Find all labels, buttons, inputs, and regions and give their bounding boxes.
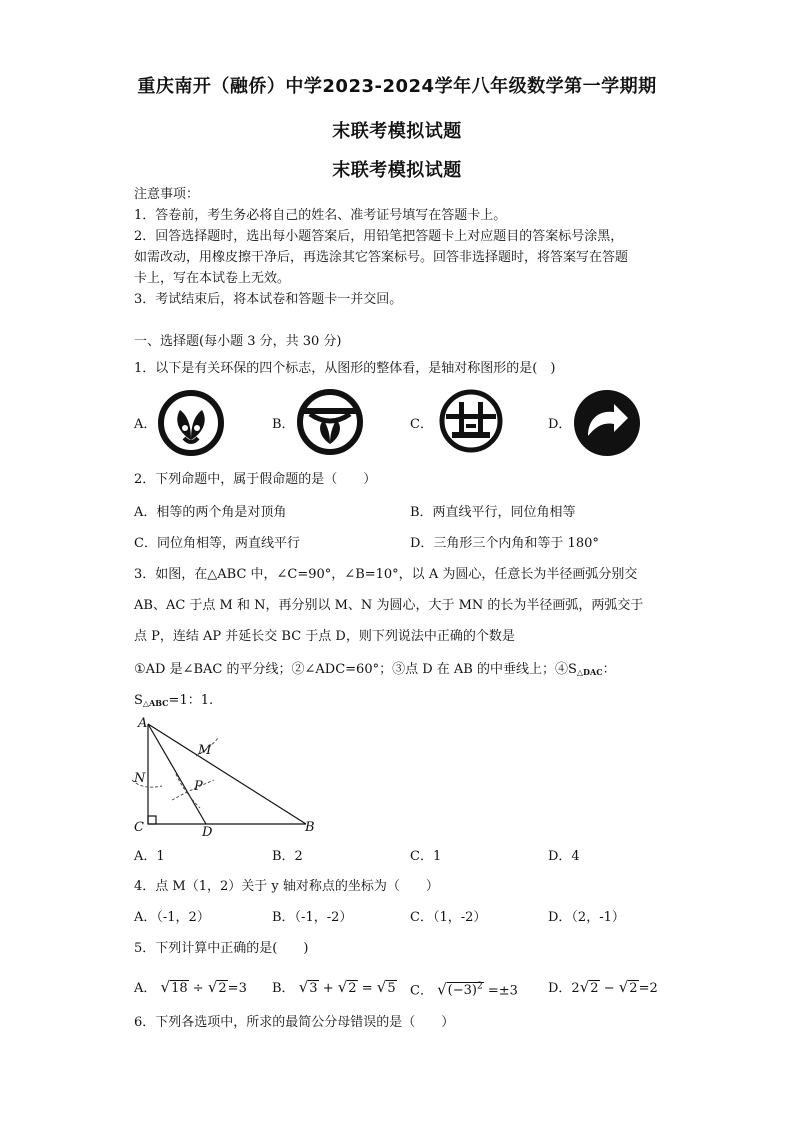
q2-option-c: C．同位角相等，两直线平行 — [134, 536, 300, 551]
q2-option-b: B．两直线平行，同位角相等 — [410, 505, 576, 520]
sqrt-icon: √ — [160, 978, 171, 996]
side-ab — [148, 724, 306, 824]
q5-d-label: D．2 — [548, 981, 580, 996]
q3-sub-dac: △DAC — [576, 667, 603, 677]
recycle-leaf-logo-icon — [158, 390, 224, 456]
q4-option-b: B．（-1，-2） — [272, 910, 353, 925]
recycle-arrow-logo-icon — [572, 388, 642, 458]
q5-b-radicand-3: 5 — [387, 981, 396, 996]
q5-b-radicand-2: 2 — [348, 981, 357, 996]
q4-option-a: A．（-1，2） — [134, 910, 210, 925]
q3-line-2: AB、AC 于点 M 和 N，再分别以 M、N 为圆心，大于 MN 的长为半径画弧，两弧交于 — [134, 598, 644, 613]
q5-a-result: =3 — [227, 981, 247, 996]
bisector-ad — [148, 724, 206, 824]
q5-a-radicand-2: 2 — [218, 981, 227, 996]
q3-s-symbol: S — [134, 693, 143, 708]
sqrt-icon: √ — [376, 978, 387, 996]
sqrt-icon: √ — [579, 978, 590, 996]
q1-option-b-label: B． — [272, 417, 295, 432]
q3-statements: ①AD 是∠BAC 的平分线；②∠ADC=60°；③点 D 在 AB 的中垂线上；④S — [134, 662, 577, 677]
q3-colon: ： — [602, 662, 616, 677]
q5-stem: 5．下列计算中正确的是( ) — [134, 941, 309, 956]
environment-mark-logo-icon — [438, 388, 504, 454]
q5-d-op: − — [603, 981, 615, 996]
notice-item-2c: 卡上，写在本试卷上无效。 — [134, 271, 291, 286]
sqrt-icon: √ — [437, 980, 447, 999]
q2-stem: 2．下列命题中，属于假命题的是（ ） — [134, 472, 377, 487]
page-title-line1: 重庆南开（融侨）中学2023-2024学年八年级数学第一学期期 — [137, 76, 657, 97]
q3-option-a: A．1 — [134, 849, 165, 864]
notice-item-1: 1．答卷前，考生务必将自己的姓名、准考证号填写在答题卡上。 — [134, 208, 507, 223]
q6-stem: 6．下列各选项中，所求的最简公分母错误的是（ ） — [134, 1015, 455, 1030]
q5-d-radicand-2: 2 — [629, 981, 638, 996]
label-a: A — [138, 716, 148, 731]
label-d: D — [202, 825, 213, 840]
q4-stem: 4．点 M（1，2）关于 y 轴对称点的坐标为（ ） — [134, 879, 439, 894]
q3-option-b: B．2 — [272, 849, 303, 864]
q4-option-c: C．（1，-2） — [410, 910, 487, 925]
q5-d-radicand-1: 2 — [590, 981, 599, 996]
label-m: M — [198, 743, 212, 758]
label-b: B — [305, 820, 315, 835]
q5-c-inner: (−3) — [447, 983, 477, 999]
q3-ratio: =1：1. — [168, 693, 214, 708]
q5-c-result: =±3 — [487, 983, 518, 999]
q5-c-radicand — [447, 982, 484, 998]
q5-a-op: ÷ — [192, 981, 204, 996]
notice-heading: 注意事项： — [134, 187, 200, 202]
q5-a-label: A． — [134, 981, 157, 996]
q2-option-a: A．相等的两个角是对顶角 — [134, 505, 287, 520]
q5-option-a — [134, 978, 247, 998]
notice-item-2b: 如需改动，用橡皮擦干净后，再选涂其它答案标号。回答非选择题时，将答案写在答题 — [134, 250, 629, 265]
q5-b-radicand-1: 3 — [309, 981, 318, 996]
label-p: P — [194, 779, 203, 794]
q1-option-d-label: D． — [548, 417, 572, 432]
right-angle-mark — [148, 816, 156, 824]
green-food-logo-icon — [296, 388, 364, 456]
q4-option-d: D．（2，-1） — [548, 910, 625, 925]
label-c: C — [134, 820, 144, 835]
q1-option-a-label: A． — [134, 417, 157, 432]
q1-option-c-label: C． — [410, 417, 433, 432]
q5-c-exponent: 2 — [476, 982, 483, 992]
q3-line-1: 3．如图，在△ABC 中，∠C=90°，∠B=10°，以 A 为圆心，任意长为半径画弧分别交 — [134, 567, 638, 582]
page-title-line3: 末联考模拟试题 — [332, 160, 462, 181]
q5-b-eq: = — [361, 981, 373, 996]
q3-line-3: 点 P，连结 AP 并延长交 BC 于点 D，则下列说法中正确的个数是 — [134, 629, 515, 644]
q5-option-c — [410, 978, 518, 1000]
q3-sub-abc: △ABC — [142, 698, 169, 708]
sqrt-icon: √ — [337, 978, 348, 996]
q5-option-d — [548, 978, 658, 998]
sqrt-icon: √ — [207, 978, 218, 996]
q5-a-radicand-1: 18 — [171, 981, 188, 996]
q5-d-result: =2 — [638, 981, 658, 996]
q5-option-b — [272, 978, 397, 998]
q5-b-op: + — [322, 981, 334, 996]
q3-option-c: C．1 — [410, 849, 442, 864]
section-heading: 一、选择题(每小题 3 分，共 30 分) — [134, 334, 342, 349]
q2-option-d: D．三角形三个内角和等于 180° — [410, 536, 599, 551]
q5-c-label: C． — [410, 983, 433, 999]
q1-stem: 1．以下是有关环保的四个标志，从图形的整体看，是轴对称图形的是( ) — [134, 361, 556, 376]
q3-line-5 — [134, 692, 213, 712]
label-n: N — [134, 771, 146, 786]
sqrt-icon: √ — [298, 978, 309, 996]
sqrt-icon: √ — [618, 978, 629, 996]
notice-item-2a: 2．回答选择题时，选出每小题答案后，用铅笔把答题卡上对应题目的答案标号涂黑， — [134, 229, 624, 244]
page-title-line2: 末联考模拟试题 — [332, 121, 462, 142]
arc-p2 — [172, 780, 214, 800]
q3-option-d: D．4 — [548, 849, 580, 864]
q5-b-label: B． — [272, 981, 295, 996]
notice-item-3: 3．考试结束后，将本试卷和答题卡一并交回。 — [134, 292, 403, 307]
q3-line-4 — [134, 661, 616, 681]
q3-triangle-figure — [128, 712, 328, 842]
